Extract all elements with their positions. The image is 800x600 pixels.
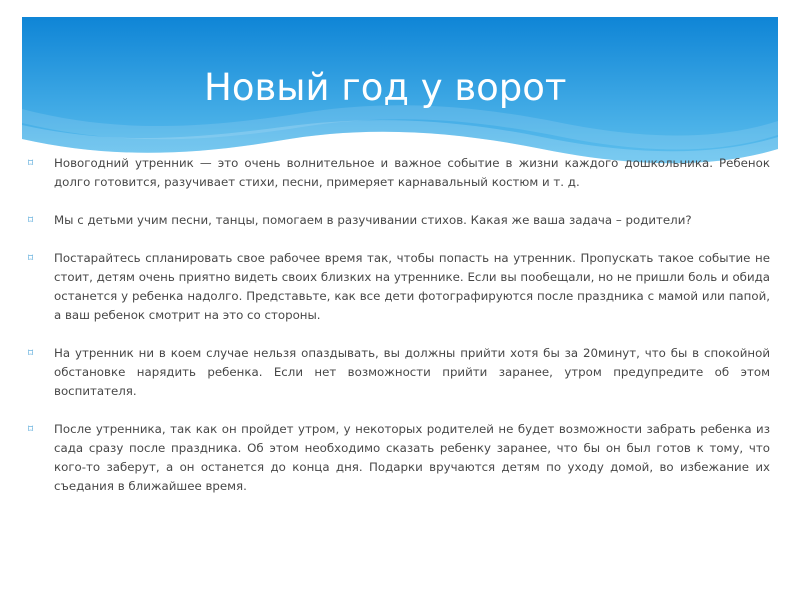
list-item	[28, 154, 770, 192]
list-item	[28, 249, 770, 325]
list-item	[28, 344, 770, 401]
bullet-icon: ⌑	[28, 215, 34, 226]
list-item-text: На утренник ни в коем случае нельзя опаздывать, вы должны прийти хотя бы за 20минут, что бы в спокойной обстановке нарядить ребенка. Если нет возможности прийти заранее, утром предупредите об этом воспитателя.	[54, 346, 770, 398]
list-item-text: Мы с детьми учим песни, танцы, помогаем в разучивании стихов. Какая же ваша задача – родители?	[54, 213, 692, 227]
list-item-text: Постарайтесь спланировать свое рабочее время так, чтобы попасть на утренник. Пропускать такое событие не стоит, детям очень приятно видеть своих близких на утреннике. Если вы пообещали, но не пришли боль и обида останется у ребенка надолго. Представьте, как все дети фотографируются после праздника с мамой или папой, а ваш ребенок смотрит на это со стороны.	[54, 251, 770, 322]
list-item-text: Новогодний утренник — это очень волнительное и важное событие в жизни каждого дошкольника. Ребенок долго готовится, разучивает стихи, песни, примеряет карнавальный костюм и т. д.	[54, 156, 770, 189]
list-item	[28, 211, 770, 230]
bullet-icon: ⌑	[28, 158, 34, 169]
bullet-icon: ⌑	[28, 424, 34, 435]
slide-title: Новый год у ворот	[204, 66, 567, 109]
list-item	[28, 420, 770, 496]
bullet-icon: ⌑	[28, 348, 34, 359]
bullet-icon: ⌑	[28, 253, 34, 264]
bullet-list	[28, 154, 770, 515]
list-item-text: После утренника, так как он пройдет утром, у некоторых родителей не будет возможности забрать ребенка из сада сразу после праздника. Об этом необходимо сказать ребенку заранее, что бы он был готов к тому, что кого-то заберут, а он останется до конца дня. Подарки вручаются детям по уходу домой, во избежание их съедания в ближайшее время.	[54, 422, 770, 493]
